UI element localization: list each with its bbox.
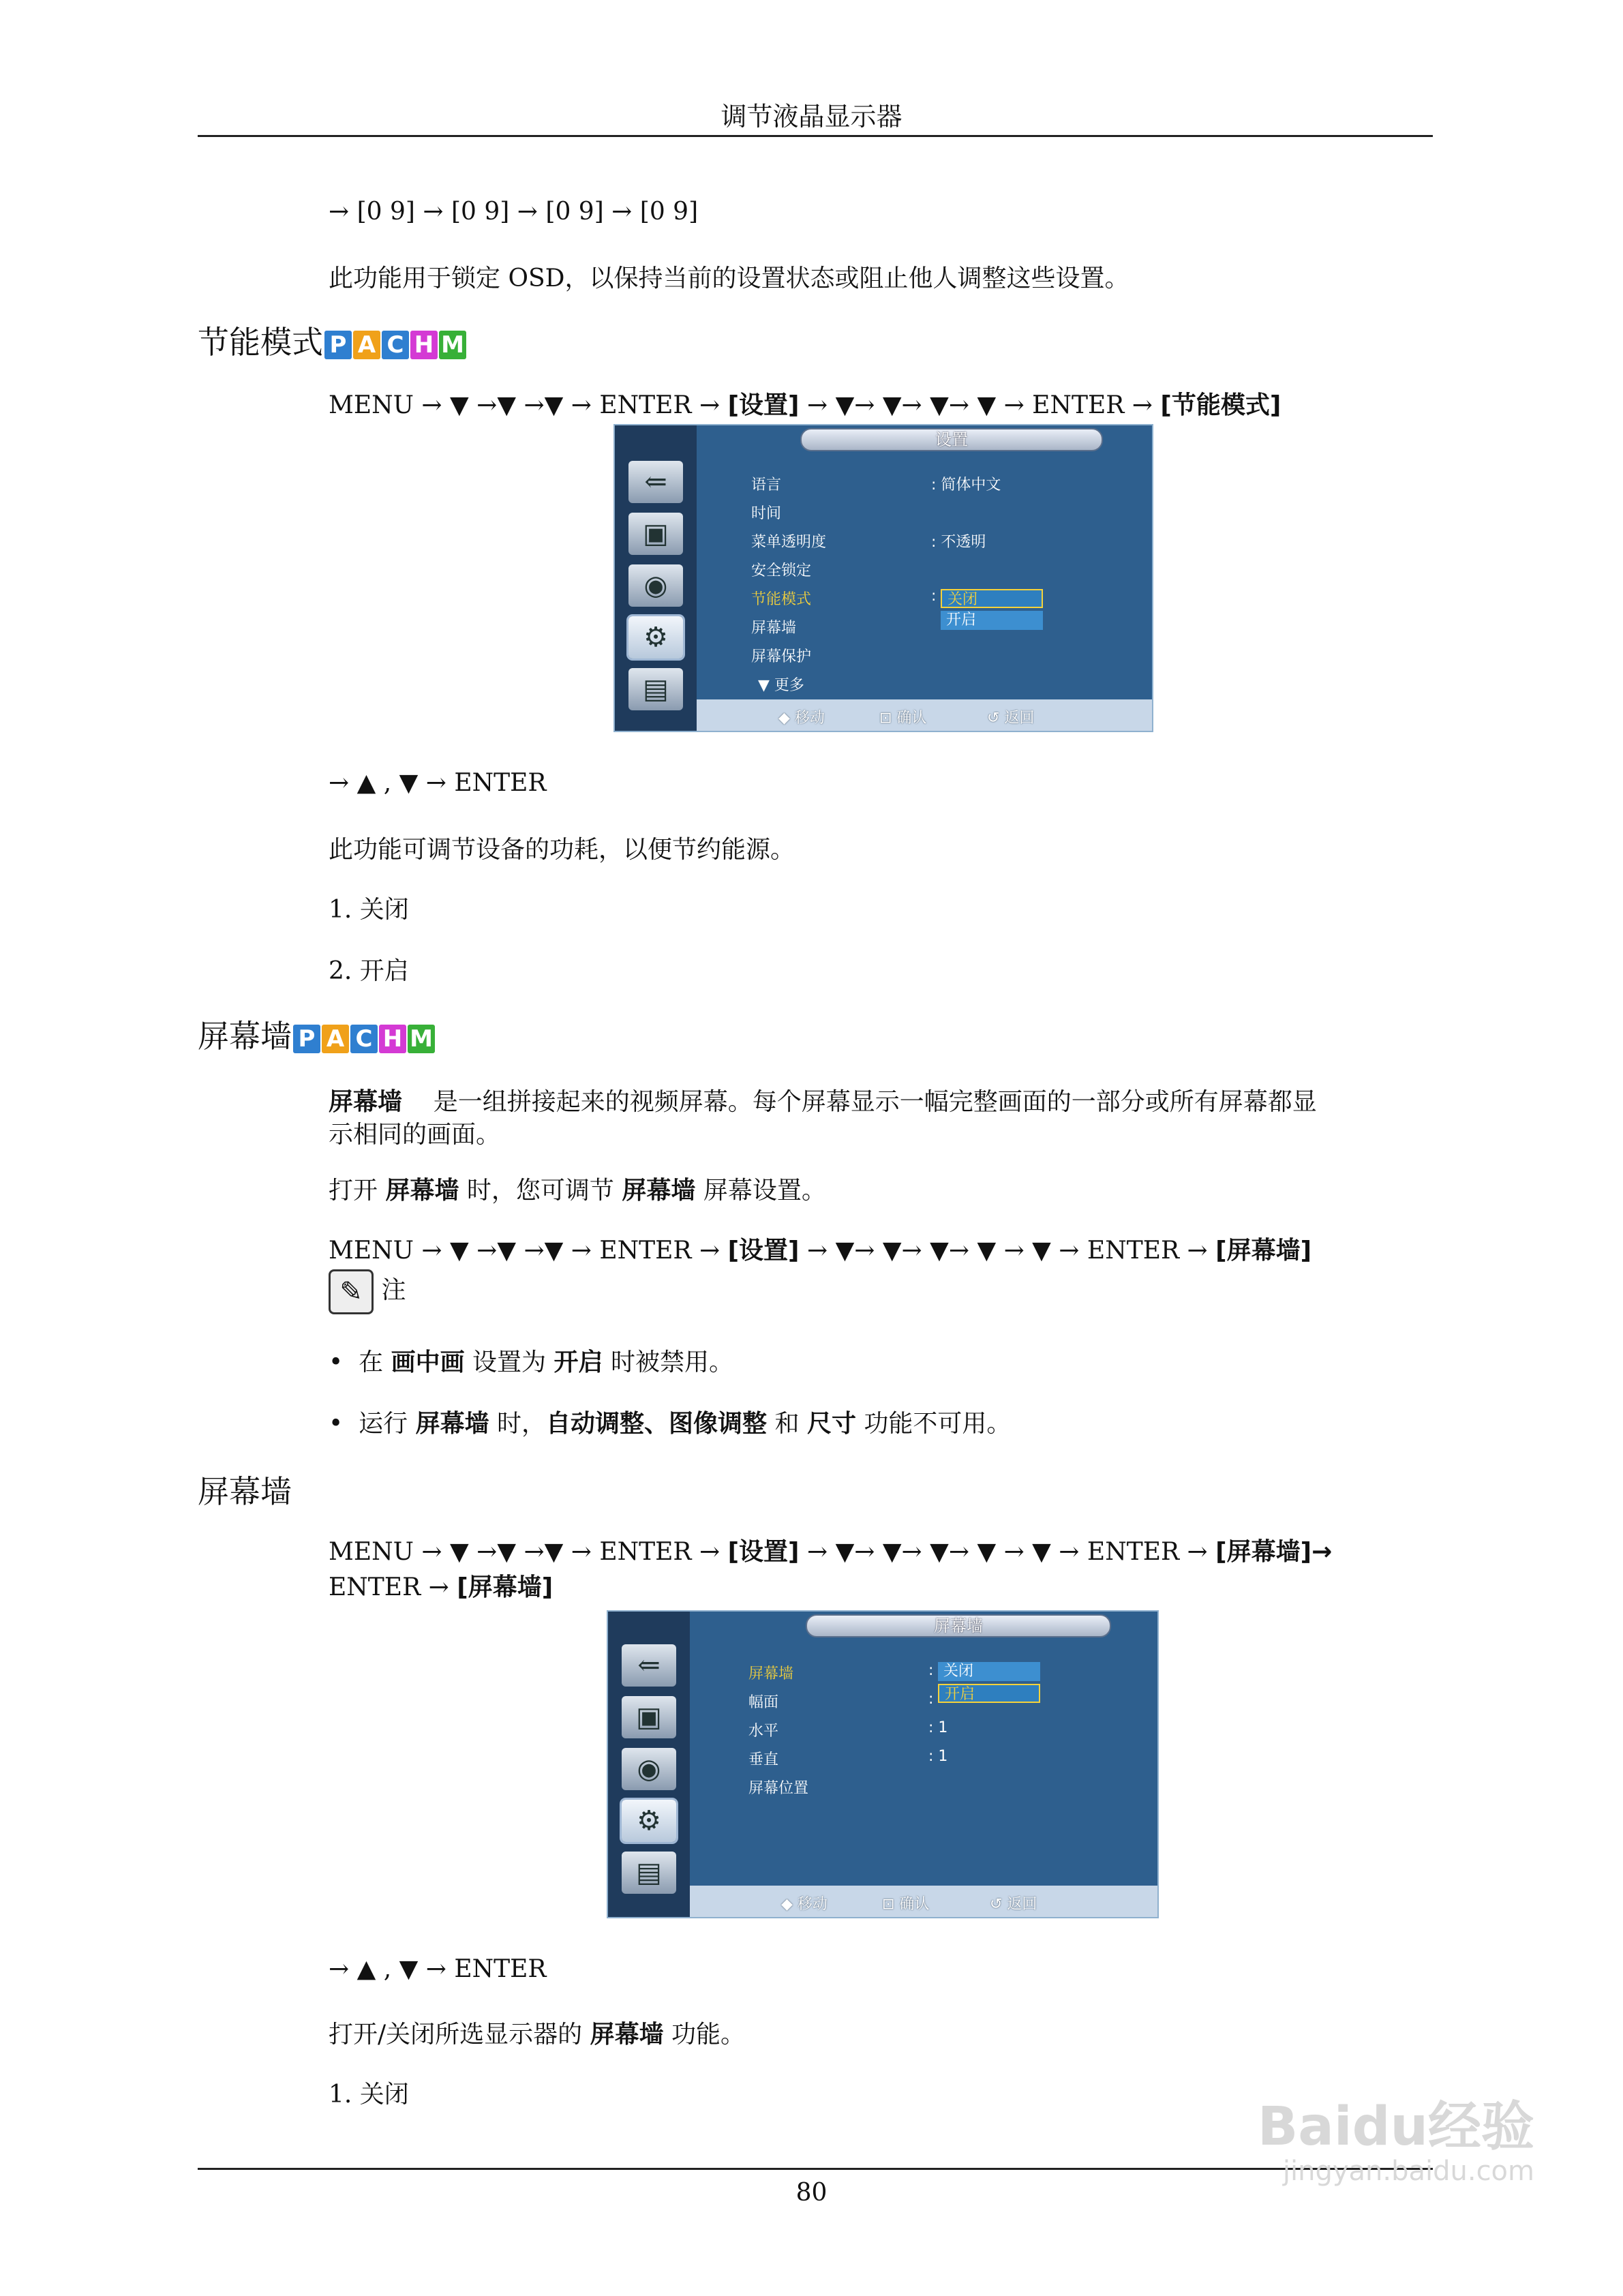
lock-description: 此功能用于锁定 OSD，以保持当前的设置状态或阻止他人调整这些设置。 bbox=[329, 265, 1129, 292]
sound-icon[interactable]: ◉ bbox=[628, 564, 683, 607]
badge-h: H bbox=[410, 331, 438, 359]
videowall-function-text: 打开/关闭所选显示器的 屏幕墙 功能。 bbox=[329, 2021, 746, 2049]
osd-value-format: : bbox=[928, 1691, 934, 1708]
digit-sequence: → [0 9] → [0 9] → [0 9] → [0 9] bbox=[329, 198, 699, 226]
osd-item-safety-lock[interactable]: 安全锁定 bbox=[751, 562, 812, 579]
osd-item-energy-saving[interactable]: 节能模式 bbox=[751, 591, 812, 608]
osd-item-language[interactable]: 语言 bbox=[751, 477, 782, 494]
badge-a: A bbox=[353, 331, 380, 359]
energy-description: 此功能可调节设备的功耗，以便节约能源。 bbox=[329, 836, 795, 864]
mode-badges bbox=[293, 1025, 436, 1053]
osd-item-transparency[interactable]: 菜单透明度 bbox=[751, 534, 827, 551]
section-heading-videowall-sub: 屏幕墙 bbox=[198, 1473, 292, 1510]
videowall-open-text: 打开 屏幕墙 时，您可调节 屏幕墙 屏幕设置。 bbox=[329, 1177, 826, 1205]
enter-hint: ⊡ 确认 bbox=[882, 1896, 930, 1913]
osd-sidebar bbox=[608, 1612, 690, 1917]
watermark-url: jingyan.baidu.com bbox=[1282, 2156, 1534, 2187]
osd-title: 设置 bbox=[800, 428, 1103, 451]
sound-icon[interactable]: ◉ bbox=[622, 1748, 676, 1790]
osd-title: 屏幕墙 bbox=[806, 1614, 1111, 1637]
nav-hint-energy: → ▲ , ▼ → ENTER bbox=[329, 769, 547, 797]
note-pencil-icon: ✎ bbox=[329, 1269, 374, 1314]
osd-item-screen-position[interactable]: 屏幕位置 bbox=[748, 1780, 809, 1797]
settings-gear-icon[interactable]: ⚙ bbox=[628, 616, 683, 659]
osd-item-video-wall[interactable]: 屏幕墙 bbox=[748, 1665, 794, 1682]
picture-icon[interactable]: ▣ bbox=[628, 513, 683, 555]
osd-item-format[interactable]: 幅面 bbox=[748, 1694, 779, 1711]
baidu-watermark bbox=[1258, 2098, 1534, 2187]
multi-control-icon[interactable]: ▤ bbox=[628, 668, 683, 710]
osd-option-off[interactable]: 关闭 bbox=[941, 589, 1043, 608]
watermark-logo-text: Baidu经验 bbox=[1257, 2096, 1534, 2158]
osd-option-on[interactable]: 开启 bbox=[938, 1684, 1040, 1703]
osd-sidebar bbox=[615, 425, 697, 731]
osd-value-transparency: : 不透明 bbox=[931, 534, 986, 551]
note-block bbox=[329, 1269, 406, 1314]
badge-p: P bbox=[293, 1025, 320, 1053]
osd-item-screen-saver[interactable]: 屏幕保护 bbox=[751, 648, 812, 665]
videowall-description-line1: 屏幕墙 是一组拼接起来的视频屏幕。每个屏幕显示一幅完整画面的一部分或所有屏幕都显 bbox=[329, 1088, 1317, 1116]
badge-p: P bbox=[324, 331, 352, 359]
note-label: 注 bbox=[381, 1276, 406, 1304]
osd-value-video-wall: : bbox=[928, 1662, 934, 1679]
badge-m: M bbox=[408, 1025, 435, 1053]
badge-a: A bbox=[322, 1025, 349, 1053]
osd-value-vertical: : 1 bbox=[928, 1748, 948, 1765]
move-hint: ◆ 移动 bbox=[778, 710, 825, 727]
osd-value-language: : 简体中文 bbox=[931, 477, 1001, 494]
section-title: 节能模式 bbox=[198, 324, 323, 361]
osd-item-time[interactable]: 时间 bbox=[751, 505, 782, 522]
return-hint: ↺ 返回 bbox=[987, 710, 1035, 727]
menu-path-videowall: MENU → ▼ →▼ →▼ → ENTER → [设置] → ▼→ ▼→ ▼→ ▼ → ▼ → ENTER → [屏幕墙] bbox=[329, 1237, 1312, 1265]
energy-list-item-2: 2. 开启 bbox=[329, 957, 409, 985]
bullet-dot-icon: • bbox=[329, 1348, 344, 1376]
energy-list-item-1: 1. 关闭 bbox=[329, 896, 409, 924]
footer-rule bbox=[198, 2168, 1433, 2170]
return-hint: ↺ 返回 bbox=[990, 1896, 1037, 1913]
page-header-title: 调节液晶显示器 bbox=[721, 102, 902, 132]
osd-option-on[interactable]: 开启 bbox=[941, 611, 1043, 630]
multi-control-icon[interactable]: ▤ bbox=[622, 1852, 676, 1894]
input-icon[interactable]: ⇐ bbox=[622, 1644, 676, 1687]
menu-path-videowall-sub-line2: ENTER → [屏幕墙] bbox=[329, 1573, 553, 1601]
osd-option-off[interactable]: 关闭 bbox=[938, 1662, 1040, 1681]
picture-icon[interactable]: ▣ bbox=[622, 1696, 676, 1738]
move-hint: ◆ 移动 bbox=[781, 1896, 828, 1913]
menu-path-videowall-sub: MENU → ▼ →▼ →▼ → ENTER → [设置] → ▼→ ▼→ ▼→ ▼ → ▼ → ENTER → [屏幕墙]→ bbox=[329, 1538, 1333, 1566]
osd-value-energy: : bbox=[931, 588, 937, 605]
osd-settings-menu bbox=[613, 424, 1153, 732]
settings-gear-icon[interactable]: ⚙ bbox=[622, 1800, 676, 1842]
mode-badges bbox=[324, 331, 468, 359]
bullet-item-2: • 运行 屏幕墙 时，自动调整、图像调整 和 尺寸 功能不可用。 bbox=[329, 1410, 1012, 1438]
osd-item-video-wall[interactable]: 屏幕墙 bbox=[751, 620, 797, 637]
osd-item-vertical[interactable]: 垂直 bbox=[748, 1751, 779, 1768]
badge-m: M bbox=[439, 331, 466, 359]
videowall-list-item-1: 1. 关闭 bbox=[329, 2081, 409, 2109]
section-heading-videowall bbox=[198, 1012, 436, 1057]
osd-item-horizontal[interactable]: 水平 bbox=[748, 1723, 779, 1740]
page-number: 80 bbox=[795, 2179, 828, 2207]
osd-item-more[interactable]: ▼ 更多 bbox=[758, 677, 804, 694]
badge-h: H bbox=[379, 1025, 406, 1053]
osd-bottom-bar bbox=[697, 699, 1152, 731]
badge-c: C bbox=[382, 331, 409, 359]
bullet-dot-icon: • bbox=[329, 1410, 344, 1438]
osd-bottom-bar bbox=[690, 1886, 1157, 1917]
header-rule bbox=[198, 135, 1433, 137]
videowall-description-line2: 示相同的画面。 bbox=[329, 1121, 501, 1149]
menu-path-energy: MENU → ▼ →▼ →▼ → ENTER → [设置] → ▼→ ▼→ ▼→ ▼ → ENTER → [节能模式] bbox=[329, 391, 1281, 419]
osd-value-horizontal: : 1 bbox=[928, 1719, 948, 1736]
input-icon[interactable]: ⇐ bbox=[628, 461, 683, 503]
section-heading-energy bbox=[198, 318, 468, 363]
section-title: 屏幕墙 bbox=[198, 1018, 292, 1055]
badge-c: C bbox=[350, 1025, 378, 1053]
nav-hint-videowall: → ▲ , ▼ → ENTER bbox=[329, 1955, 547, 1983]
enter-hint: ⊡ 确认 bbox=[879, 710, 927, 727]
osd-videowall-panel bbox=[607, 1610, 1159, 1918]
bullet-item-1: • 在 画中画 设置为 开启 时被禁用。 bbox=[329, 1348, 733, 1376]
